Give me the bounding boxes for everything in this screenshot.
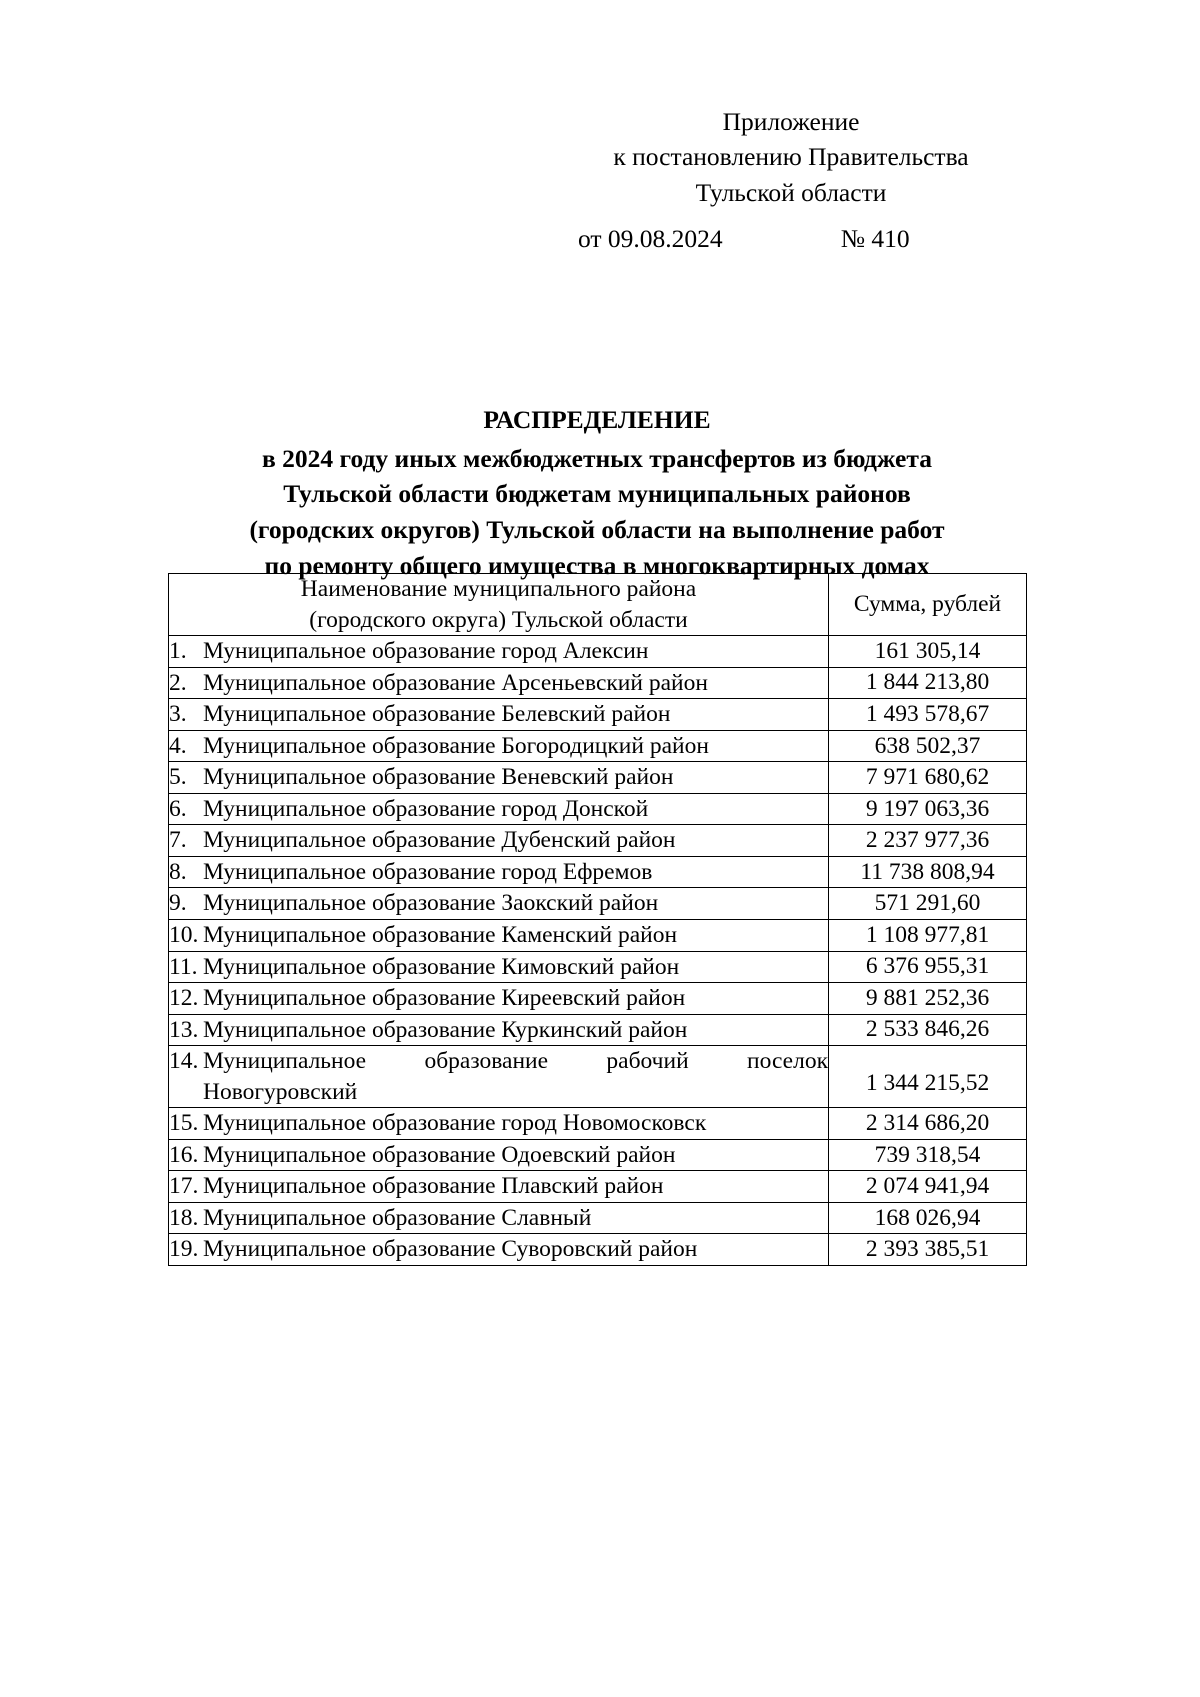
municipality-name bbox=[203, 1046, 828, 1107]
appendix-header-line-3: Тульской области bbox=[695, 177, 887, 207]
row-number: 4. bbox=[169, 732, 187, 759]
municipality-name: Муниципальное образование Славный bbox=[203, 1204, 592, 1231]
table-row bbox=[169, 825, 1027, 857]
row-number: 5. bbox=[169, 764, 187, 791]
cell-municipality-name bbox=[169, 1108, 829, 1140]
cell-sum-value: 638 502,37 bbox=[829, 730, 1027, 762]
cell-sum-value: 1 108 977,81 bbox=[829, 920, 1027, 952]
cell-sum-value: 571 291,60 bbox=[829, 888, 1027, 920]
cell-municipality-name bbox=[169, 762, 829, 794]
row-number: 14. bbox=[169, 1048, 199, 1075]
cell-sum-value: 2 074 941,94 bbox=[829, 1171, 1027, 1203]
municipality-name: Муниципальное образование Киреевский район bbox=[203, 985, 686, 1012]
cell-municipality-name bbox=[169, 920, 829, 952]
column-header-municipality-line-1: Наименование муниципального района bbox=[300, 576, 697, 602]
row-number: 16. bbox=[169, 1141, 199, 1168]
appendix-header-line-2: к постановлению Правительства bbox=[613, 142, 969, 172]
municipality-name: Муниципальное образование Каменский район bbox=[203, 922, 678, 949]
municipality-name-line-1: Муниципальное образование рабочий поселок bbox=[203, 1048, 828, 1075]
row-number: 1. bbox=[169, 638, 187, 665]
row-number: 10. bbox=[169, 922, 199, 949]
municipality-name: Муниципальное образование Куркинский район bbox=[203, 1016, 688, 1043]
municipality-name: Муниципальное образование город Ефремов bbox=[203, 858, 653, 885]
table-row bbox=[169, 1108, 1027, 1140]
table-row bbox=[169, 1202, 1027, 1234]
title-subtitle-line-3: (городских округов) Тульской области на выполнение работ bbox=[249, 515, 945, 545]
distribution-table bbox=[168, 573, 1027, 1266]
municipality-name: Муниципальное образование Кимовский район bbox=[203, 953, 680, 980]
cell-sum-value: 2 237 977,36 bbox=[829, 825, 1027, 857]
appendix-header-line-1: Приложение bbox=[722, 107, 860, 136]
row-number: 9. bbox=[169, 890, 187, 917]
municipality-name: Муниципальное образование город Новомосковск bbox=[203, 1110, 707, 1137]
cell-municipality-name bbox=[169, 636, 829, 668]
cell-sum-value: 168 026,94 bbox=[829, 1202, 1027, 1234]
cell-sum-value: 9 881 252,36 bbox=[829, 983, 1027, 1015]
cell-sum-value: 6 376 955,31 bbox=[829, 951, 1027, 983]
column-header-municipality-line-2: (городского округа) Тульской области bbox=[309, 606, 688, 633]
municipality-name: Муниципальное образование Дубенский район bbox=[203, 827, 676, 854]
cell-municipality-name bbox=[169, 1234, 829, 1266]
table-row bbox=[169, 636, 1027, 668]
cell-sum-value: 739 318,54 bbox=[829, 1139, 1027, 1171]
cell-sum-value: 2 314 686,20 bbox=[829, 1108, 1027, 1140]
table-row bbox=[169, 1139, 1027, 1171]
row-number: 18. bbox=[169, 1204, 199, 1231]
row-number: 6. bbox=[169, 795, 187, 822]
row-number: 12. bbox=[169, 985, 199, 1012]
municipality-name: Муниципальное образование город Донской bbox=[203, 795, 649, 822]
cell-municipality-name bbox=[169, 983, 829, 1015]
municipality-name: Муниципальное образование Арсеньевский район bbox=[203, 669, 708, 696]
row-number: 11. bbox=[169, 953, 198, 980]
decree-reference bbox=[576, 224, 1006, 254]
row-number: 2. bbox=[169, 669, 187, 696]
title-subtitle-line-1: в 2024 году иных межбюджетных трансфертов из бюджета bbox=[262, 443, 932, 473]
table-row bbox=[169, 699, 1027, 731]
column-header-municipality bbox=[169, 574, 829, 636]
appendix-header bbox=[576, 104, 1006, 210]
table-row bbox=[169, 920, 1027, 952]
row-number: 19. bbox=[169, 1236, 199, 1263]
cell-sum-value: 1 493 578,67 bbox=[829, 699, 1027, 731]
municipality-name: Муниципальное образование Белевский район bbox=[203, 701, 671, 728]
document-title bbox=[168, 402, 1026, 583]
cell-municipality-name bbox=[169, 793, 829, 825]
table-row bbox=[169, 1014, 1027, 1046]
table-row bbox=[169, 856, 1027, 888]
decree-date: от 09.08.2024 bbox=[578, 224, 723, 253]
row-number: 13. bbox=[169, 1016, 199, 1043]
table-row bbox=[169, 762, 1027, 794]
cell-municipality-name bbox=[169, 699, 829, 731]
cell-municipality-name bbox=[169, 951, 829, 983]
table-row bbox=[169, 1046, 1027, 1108]
cell-municipality-name bbox=[169, 888, 829, 920]
cell-sum-value: 9 197 063,36 bbox=[829, 793, 1027, 825]
municipality-name: Муниципальное образование Заокский район bbox=[203, 890, 659, 917]
title-subtitle-line-2: Тульской области бюджетам муниципальных районов bbox=[283, 479, 911, 509]
cell-municipality-name bbox=[169, 730, 829, 762]
table-row bbox=[169, 983, 1027, 1015]
municipality-name-line-2: Новогуровский bbox=[203, 1078, 358, 1105]
cell-municipality-name bbox=[169, 667, 829, 699]
cell-municipality-name bbox=[169, 1202, 829, 1234]
cell-municipality-name bbox=[169, 825, 829, 857]
row-number: 7. bbox=[169, 827, 187, 854]
cell-sum-value: 2 533 846,26 bbox=[829, 1014, 1027, 1046]
municipality-name: Муниципальное образование Одоевский район bbox=[203, 1141, 676, 1168]
title-subtitle-line-4: по ремонту общего имущества в многоквартирных домах bbox=[264, 550, 930, 580]
municipality-name: Муниципальное образование Плавский район bbox=[203, 1173, 664, 1200]
cell-municipality-name bbox=[169, 1139, 829, 1171]
table-row bbox=[169, 667, 1027, 699]
row-number: 15. bbox=[169, 1110, 199, 1137]
decree-number: № 410 bbox=[840, 224, 910, 253]
cell-sum-value: 161 305,14 bbox=[829, 636, 1027, 668]
page-title: РАСПРЕДЕЛЕНИЕ bbox=[483, 405, 711, 434]
table-row bbox=[169, 888, 1027, 920]
row-number: 17. bbox=[169, 1173, 199, 1200]
cell-municipality-name bbox=[169, 1171, 829, 1203]
table-row bbox=[169, 793, 1027, 825]
municipality-name: Муниципальное образование Веневский район bbox=[203, 764, 674, 791]
cell-sum-value: 2 393 385,51 bbox=[829, 1234, 1027, 1266]
table-row bbox=[169, 1234, 1027, 1266]
municipality-name: Муниципальное образование Богородицкий район bbox=[203, 732, 709, 759]
cell-municipality-name bbox=[169, 1014, 829, 1046]
cell-sum-value: 1 344 215,52 bbox=[829, 1046, 1027, 1108]
cell-sum-value: 1 844 213,80 bbox=[829, 667, 1027, 699]
column-header-sum: Сумма, рублей bbox=[829, 574, 1027, 636]
cell-sum-value: 7 971 680,62 bbox=[829, 762, 1027, 794]
table-header-row bbox=[169, 574, 1027, 636]
municipality-name: Муниципальное образование Суворовский район bbox=[203, 1236, 698, 1263]
table-row bbox=[169, 1171, 1027, 1203]
cell-sum-value: 11 738 808,94 bbox=[829, 856, 1027, 888]
municipality-name: Муниципальное образование город Алексин bbox=[203, 638, 649, 665]
row-number: 8. bbox=[169, 858, 187, 885]
cell-municipality-name bbox=[169, 856, 829, 888]
table-row bbox=[169, 951, 1027, 983]
cell-municipality-name bbox=[169, 1046, 829, 1108]
table-row bbox=[169, 730, 1027, 762]
row-number: 3. bbox=[169, 701, 187, 728]
